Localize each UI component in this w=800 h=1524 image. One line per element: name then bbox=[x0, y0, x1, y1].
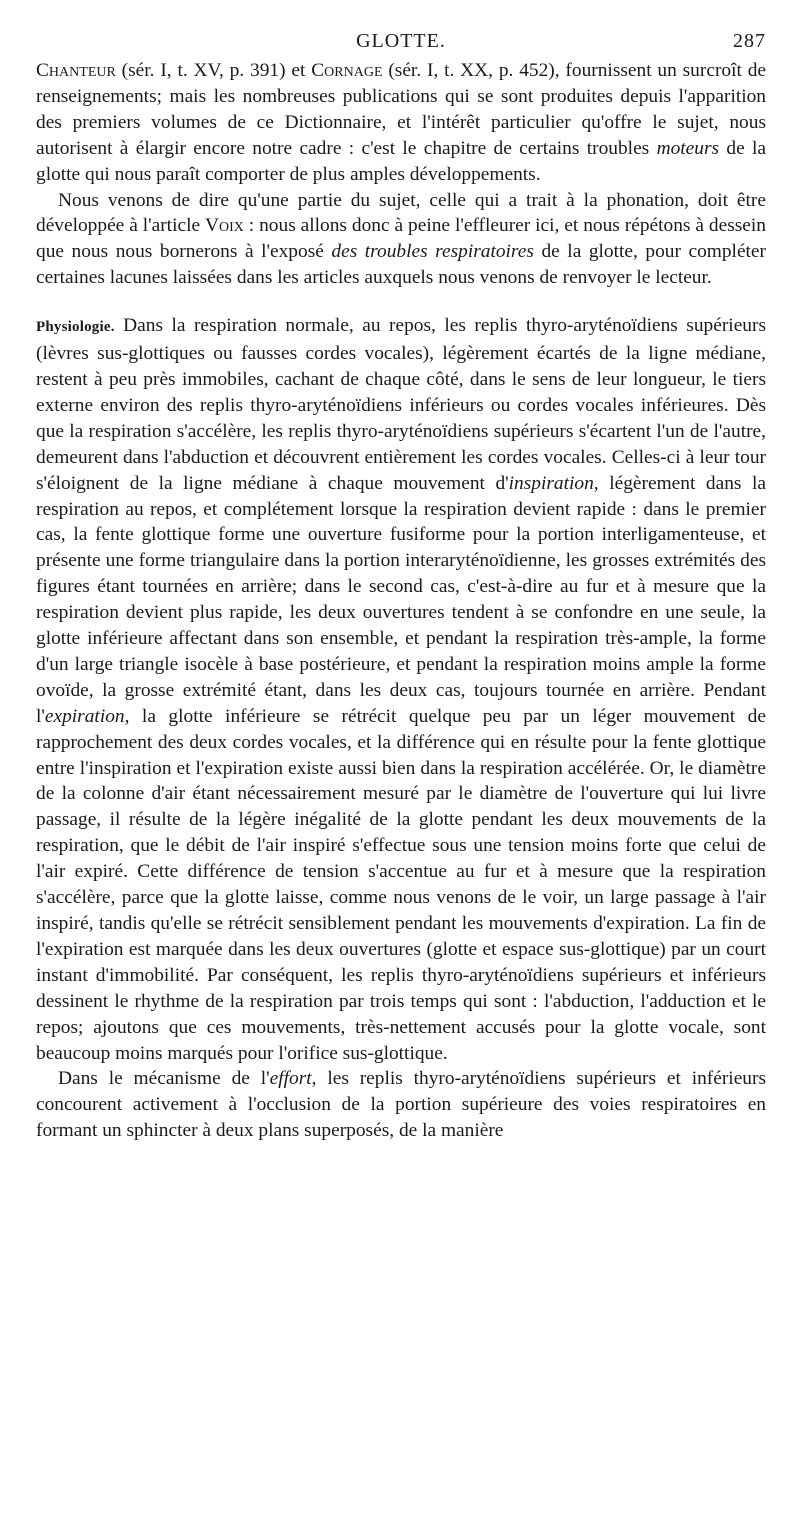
text-run: , les replis thyro-aryténoïdiens supérieurs et inférieurs concourent activement à l'occlusion de la portion supérieure des voies respiratoires en formant un sphincter à deux plans superposés, de la manière bbox=[36, 1068, 766, 1142]
text-run: (sér. I, t. XV, p. 391) et bbox=[115, 60, 312, 81]
emphasis-troubles-respiratoires: des troubles respiratoires bbox=[331, 241, 534, 263]
emphasis-effort: effort bbox=[269, 1068, 312, 1090]
ref-cornage: Cornage bbox=[311, 60, 383, 81]
text-run: de la glotte qui nous paraît comporter de plus amples développements. bbox=[36, 137, 766, 185]
running-head bbox=[36, 28, 766, 58]
paragraph-cross-references bbox=[36, 58, 766, 188]
paragraph-physiologie bbox=[36, 313, 766, 1066]
emphasis-expiration: expiration bbox=[44, 705, 125, 727]
page bbox=[36, 28, 766, 1144]
paragraph-scope bbox=[36, 188, 766, 292]
ref-chanteur: Chanteur bbox=[36, 60, 116, 81]
text-run: Dans la respiration normale, au repos, les replis thyro-aryténoïdiens supérieurs (lèvres sus-glottiques ou fausses cordes vocales), légèrement écartés de la ligne médiane, restent à peu près immobiles, cachant de chaque côté, dans le sens de leur longueur, le tiers externe environ des replis thyro-aryténoïdiens inférieurs ou cordes vocales inférieures. Dès que la respiration s'accélère, les replis thyro-aryténoïdiens supérieurs s'écartent l'un de l'autre, demeurent dans l'abduction et découvrent entièrement les cordes vocales. Celles-ci à leur tour s'éloignent de la ligne médiane à chaque mouvement d' bbox=[36, 315, 766, 494]
text-run: (sér. I, t. XX, p. 452), fournissent un surcroît de renseignements; mais les nombreuses publications qui se sont produites depuis l'apparition des premiers volumes de ce Dictionnaire, et l'intérêt particulier qu'offre le sujet, nous autorisent à élargir encore notre cadre : c'est le chapitre de certains troubles bbox=[36, 60, 766, 159]
text-run: de la glotte, pour compléter certaines lacunes laissées dans les articles auxquels nous venons de renvoyer le lecteur. bbox=[36, 241, 766, 289]
page-number: 287 bbox=[733, 30, 766, 52]
section-gap bbox=[36, 291, 766, 313]
text-run: Dans le mécanisme de l' bbox=[58, 1068, 270, 1090]
paragraph-effort bbox=[36, 1066, 766, 1144]
text-run: : nous allons donc à peine l'effleurer ici, et nous répétons à dessein que nous nous bornerons à l'exposé bbox=[36, 215, 766, 263]
emphasis-moteurs: moteurs bbox=[656, 137, 720, 159]
running-title: GLOTTE. bbox=[356, 30, 446, 52]
section-label-physiologie: Physiologie. bbox=[36, 319, 115, 336]
ref-voix: Voix bbox=[204, 215, 244, 237]
emphasis-inspiration: inspiration bbox=[508, 472, 594, 494]
text-run: Nous venons de dire qu'une partie du sujet, celle qui a trait à la phonation, doit être développée à l'article bbox=[36, 189, 766, 237]
text-run: , légèrement dans la respiration au repos, et complétement lorsque la respiration devient rapide : dans le premier cas, la fente glottique forme une ouverture fusiforme pour la portion interligamenteuse, et présente une forme triangulaire dans la portion interaryténoïdienne, les grosses extrémités des figures étant tournées en arrière; dans le second cas, c'est-à-dire au fur et à mesure que la respiration devient plus rapide, les deux ouvertures tendent à se confondre en une seule, la glotte inférieure affectant dans son ensemble, et pendant la respiration très-ample, la forme d'un large triangle isocèle à base postérieure, et pendant la respiration moins ample la forme ovoïde, la grosse extrémité étant, dans les deux cas, toujours tournée en arrière. Pendant l' bbox=[36, 472, 766, 727]
text-run: , la glotte inférieure se rétrécit quelque peu par un léger mouvement de rapprochement des deux cordes vocales, et la différence qui en résulte pour la fente glottique entre l'inspiration et l'expiration existe aussi bien dans la respiration accélérée. Or, le diamètre de la colonne d'air étant nécessairement mesuré par le diamètre de l'ouverture qui lui livre passage, il résulte de la légère inégalité de la glotte pendant les deux mouvements de la respiration, que le débit de l'air inspiré s'effectue sous une tension moins forte que celui de l'air expiré. Cette différence de tension s'accentue au fur et à mesure que la respiration s'accélère, parce que la glotte laisse, comme nous venons de le voir, un large passage à l'air inspiré, tandis qu'elle se rétrécit sensiblement pendant les mouvements d'expiration. La fin de l'expiration est marquée dans les deux ouvertures (glotte et espace sus-glottique) par un court instant d'immobilité. Par conséquent, les replis thyro-aryténoïdiens supérieurs et inférieurs dessinent le rhythme de la respiration par trois temps qui sont : l'abduction, l'adduction et le repos; ajoutons que ces mouvements, très-nettement accusés pour la glotte vocale, sont beaucoup moins marqués pour l'orifice sus-glottique. bbox=[36, 705, 766, 1064]
